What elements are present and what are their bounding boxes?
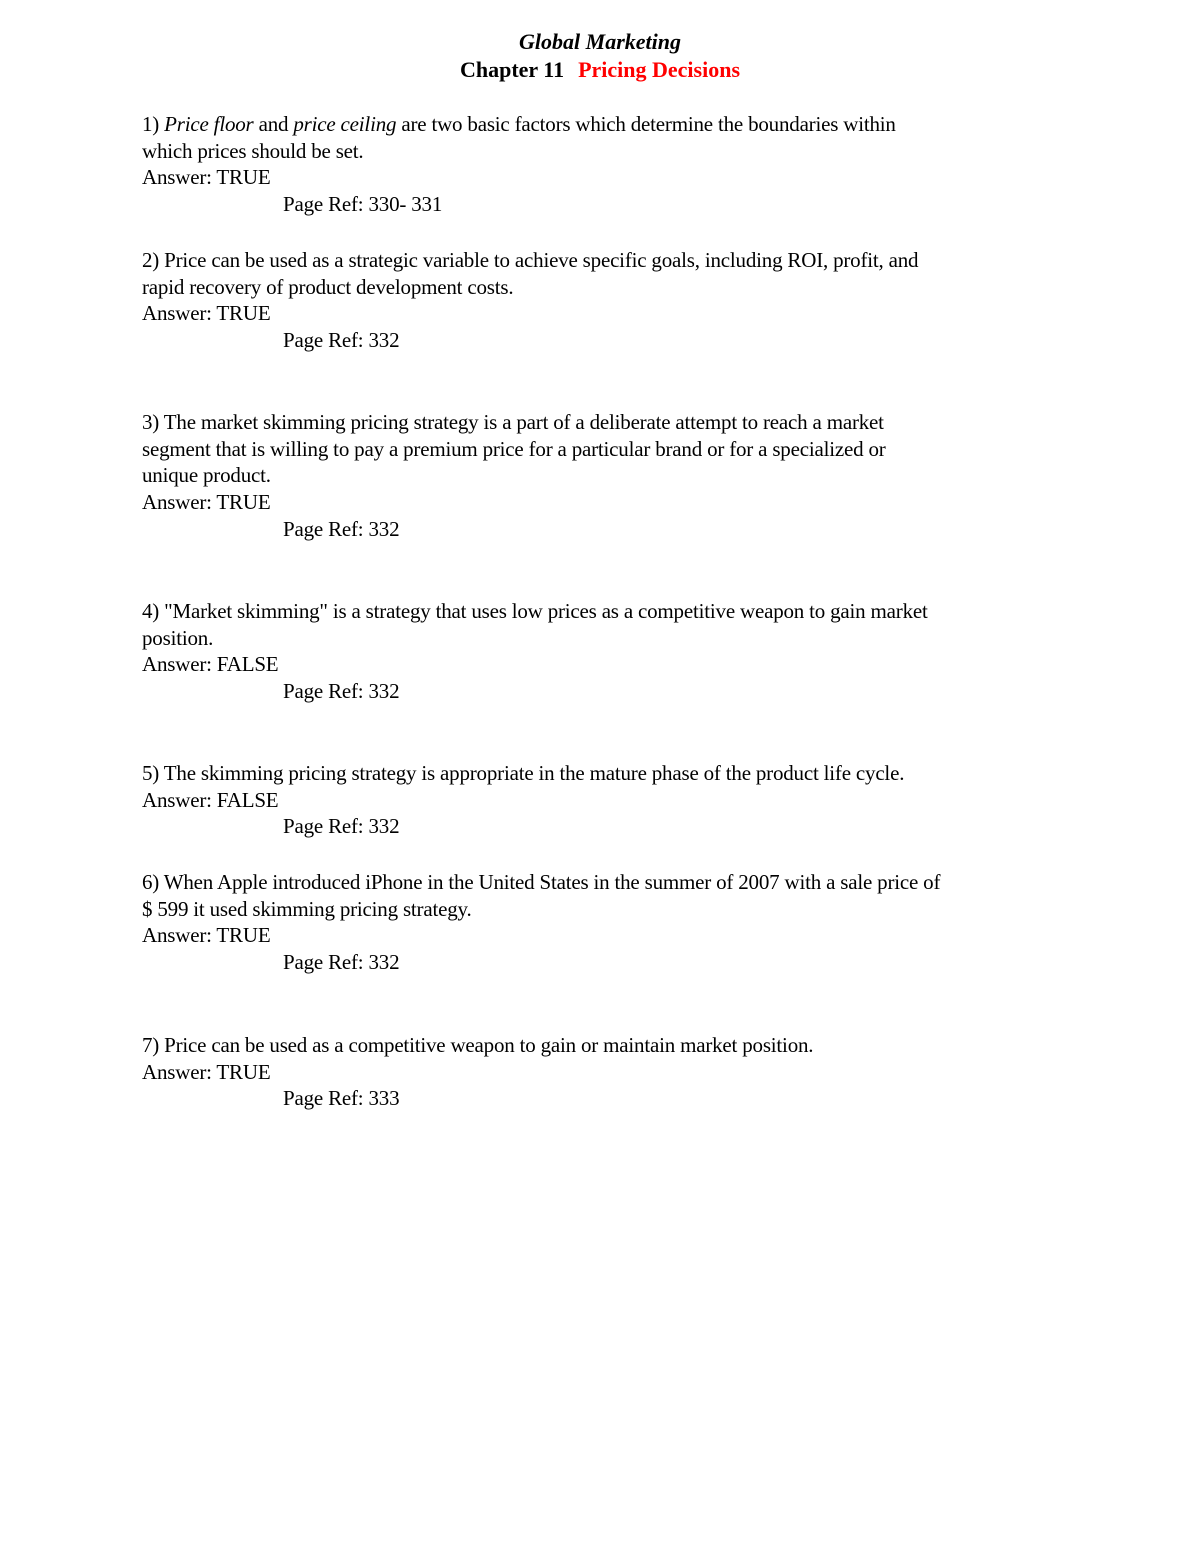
page-ref: Page Ref: 332 [283, 814, 400, 839]
term-price-ceiling: price ceiling [293, 112, 397, 136]
answer: Answer: TRUE [142, 1059, 271, 1084]
question-text: which prices should be set. [142, 138, 364, 163]
page-ref: Page Ref: 332 [283, 950, 400, 975]
page-ref: Page Ref: 332 [283, 328, 400, 353]
chapter-label: Chapter 11 [459, 57, 565, 82]
answer: Answer: TRUE [142, 923, 271, 948]
question-2 [142, 247, 1102, 354]
question-text: 5) The skimming pricing strategy is appropriate in the mature phase of the product life cycle. [142, 761, 905, 785]
document-title: Global Marketing [519, 29, 681, 54]
answer: Answer: FALSE [142, 787, 279, 812]
page-ref: Page Ref: 333 [283, 1086, 400, 1111]
answer: Answer: TRUE [142, 301, 271, 326]
question-4 [142, 598, 1102, 705]
question-text: 6) When Apple introduced iPhone in the United States in the summer of 2007 with a sale price of [142, 870, 941, 894]
question-number: 1) [142, 112, 165, 136]
question-text: position. [142, 625, 214, 650]
answer: Answer: TRUE [142, 490, 271, 515]
chapter-heading [0, 56, 1200, 84]
page-ref: Page Ref: 332 [283, 516, 400, 541]
question-6 [142, 869, 1102, 976]
question-text: segment that is willing to pay a premium price for a particular brand or for a specialized or [142, 436, 886, 461]
question-1 [142, 111, 1102, 218]
question-text: rapid recovery of product development costs. [142, 274, 514, 299]
question-text [142, 111, 1102, 138]
question-5 [142, 760, 1102, 840]
question-text: 4) "Market skimming" is a strategy that uses low prices as a competitive weapon to gain market [142, 599, 928, 623]
answer: Answer: FALSE [142, 652, 279, 677]
question-text: $ 599 it used skimming pricing strategy. [142, 896, 472, 921]
text-segment: are two basic factors which determine the boundaries within [396, 112, 896, 136]
question-text: unique product. [142, 463, 271, 488]
question-text: 7) Price can be used as a competitive weapon to gain or maintain market position. [142, 1033, 814, 1057]
page-ref: Page Ref: 330- 331 [283, 192, 443, 217]
page-ref: Page Ref: 332 [283, 679, 400, 704]
question-text: 3) The market skimming pricing strategy is a part of a deliberate attempt to reach a market [142, 410, 884, 434]
question-text: 2) Price can be used as a strategic variable to achieve specific goals, including ROI, profit, and [142, 248, 919, 272]
chapter-title: Pricing Decisions [578, 57, 741, 82]
answer: Answer: TRUE [142, 165, 271, 190]
question-3 [142, 409, 1102, 543]
term-price-floor: Price floor [164, 112, 254, 136]
text-segment: and [253, 112, 294, 136]
question-7 [142, 1032, 1102, 1112]
